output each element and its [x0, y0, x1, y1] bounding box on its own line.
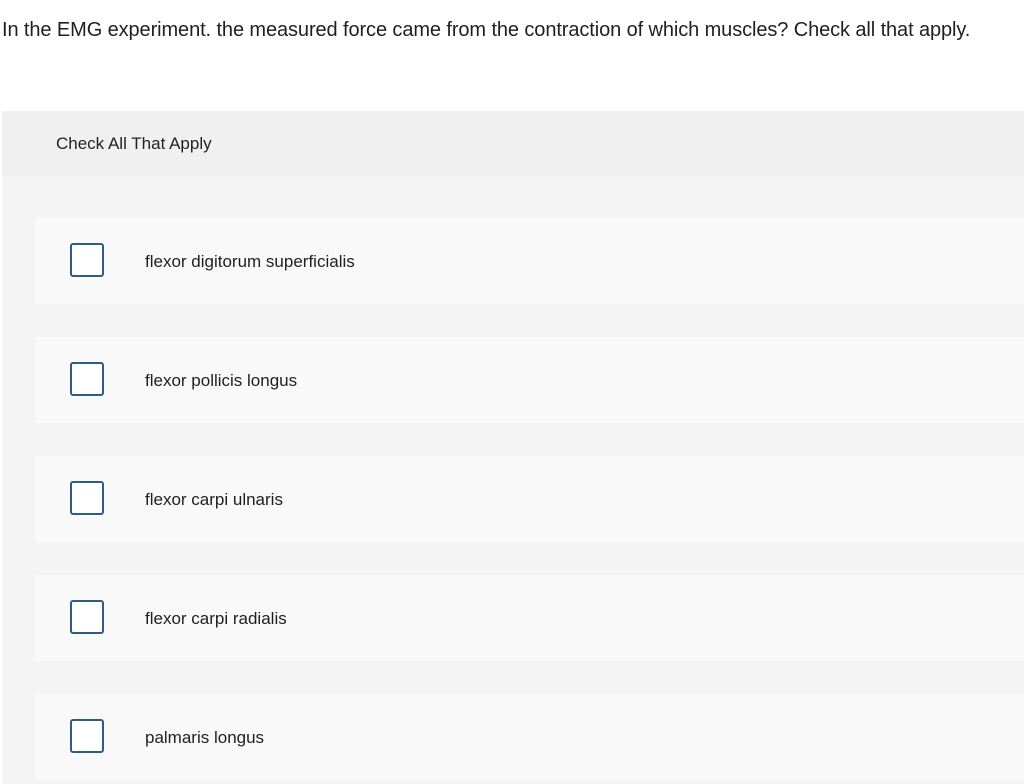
option-label: flexor pollicis longus	[145, 371, 298, 390]
option-label: palmaris longus	[145, 728, 265, 747]
option-flexor-pollicis-longus[interactable]	[35, 337, 1024, 423]
panel-header	[2, 111, 1024, 176]
option-flexor-carpi-radialis[interactable]	[35, 575, 1024, 661]
checkbox[interactable]	[70, 600, 104, 634]
question-text: In the EMG experiment. the measured force came from the contraction of which muscles? Check all that apply.	[2, 19, 971, 41]
checkbox[interactable]	[70, 243, 104, 277]
option-label: flexor carpi radialis	[145, 609, 287, 628]
option-label: flexor digitorum superficialis	[145, 252, 355, 271]
checkbox[interactable]	[70, 719, 104, 753]
answer-panel	[2, 111, 1024, 784]
checkbox[interactable]	[70, 481, 104, 515]
option-flexor-carpi-ulnaris[interactable]	[35, 456, 1024, 542]
check-all-that-apply-label: Check All That Apply	[56, 134, 212, 153]
option-palmaris-longus[interactable]	[35, 694, 1024, 780]
option-flexor-digitorum-superficialis[interactable]	[35, 218, 1024, 304]
option-label: flexor carpi ulnaris	[145, 490, 283, 509]
checkbox[interactable]	[70, 362, 104, 396]
